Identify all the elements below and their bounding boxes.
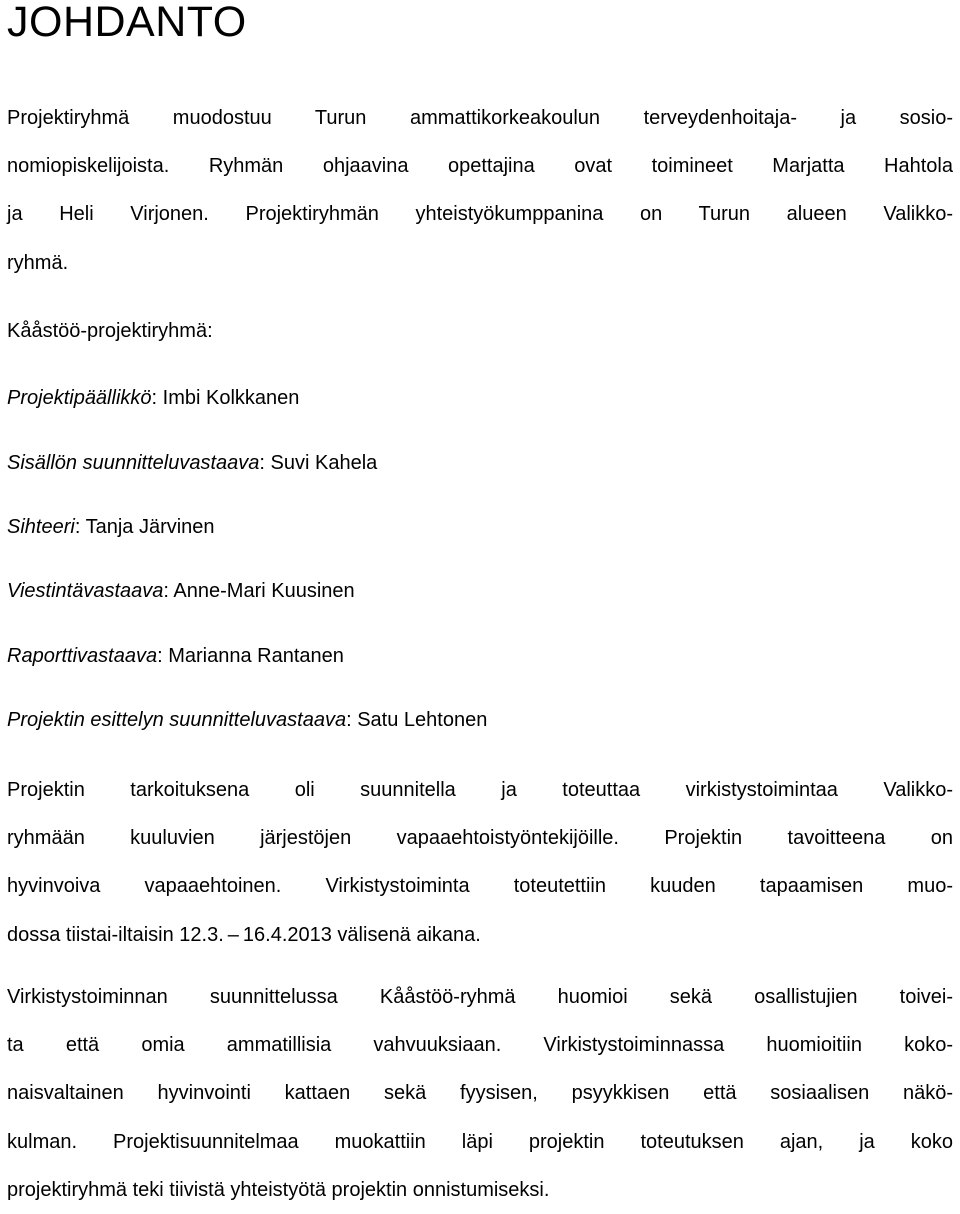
planning-line: Virkistystoiminnan suunnittelussa Kååstöö-ryhmä huomioi sekä osallistujien toivei- [7, 986, 953, 1008]
role-title: Sisällön suunnitteluvastaava [7, 452, 260, 474]
page-title: JOHDANTO [7, 0, 247, 46]
planning-paragraph [7, 973, 953, 1214]
intro-paragraph [7, 94, 953, 287]
intro-line: nomiopiskelijoista. Ryhmän ohjaavina opettajina ovat toimineet Marjatta Hahtola [7, 155, 953, 178]
planning-line: ta että omia ammatillisia vahvuuksiaan. Virkistystoiminnassa huomioitiin koko- [7, 1034, 953, 1057]
role-line [7, 706, 487, 734]
role-line [7, 577, 355, 605]
role-person: Marianna Rantanen [168, 645, 344, 667]
purpose-line: dossa tiistai-iltaisin 12.3. – 16.4.2013 välisenä aikana. [7, 923, 481, 946]
role-separator: : [346, 709, 358, 731]
role-separator: : [151, 387, 163, 409]
role-separator: : [74, 516, 86, 538]
intro-line: ryhmä. [7, 251, 69, 274]
planning-line: naisvaltainen hyvinvointi kattaen sekä fyysisen, psyykkisen että sosiaalisen näkö- [7, 1082, 953, 1105]
role-person: Anne-Mari Kuusinen [173, 580, 355, 602]
role-separator: : [259, 452, 271, 474]
role-line [7, 513, 215, 541]
role-separator: : [157, 645, 169, 667]
planning-line: kulman. Projektisuunnitelmaa muokattiin läpi projektin toteutuksen ajan, ja koko [7, 1130, 953, 1153]
intro-line: Projektiryhmä muodostuu Turun ammattikorkeakoulun terveydenhoitaja- ja sosio- [7, 107, 953, 129]
role-title: Raporttivastaava [7, 645, 158, 667]
purpose-line: hyvinvoiva vapaaehtoinen. Virkistystoiminta toteutettiin kuuden tapaamisen muo- [7, 875, 953, 898]
role-title: Projektin esittelyn suunnitteluvastaava [7, 709, 347, 731]
role-title: Sihteeri [7, 516, 75, 538]
purpose-line: ryhmään kuuluvien järjestöjen vapaaehtoistyöntekijöille. Projektin tavoitteena on [7, 827, 953, 850]
group-label: Kååstöö-projektiryhmä: [7, 320, 213, 342]
role-person: Satu Lehtonen [357, 709, 488, 731]
role-line [7, 384, 299, 412]
purpose-paragraph [7, 766, 953, 959]
role-title: Projektipäällikkö [7, 387, 152, 409]
intro-line: ja Heli Virjonen. Projektiryhmän yhteistyökumppanina on Turun alueen Valikko- [7, 203, 953, 226]
purpose-line: Projektin tarkoituksena oli suunnitella ja toteuttaa virkistystoimintaa Valikko- [7, 779, 953, 801]
role-line [7, 642, 344, 670]
role-separator: : [163, 580, 174, 602]
role-person: Tanja Järvinen [85, 516, 215, 538]
planning-line: projektiryhmä teki tiivistä yhteistyötä projektin onnistumiseksi. [7, 1178, 550, 1201]
role-person: Imbi Kolkkanen [162, 387, 300, 409]
role-line [7, 449, 377, 477]
role-title: Viestintävastaava [7, 580, 164, 602]
role-person: Suvi Kahela [270, 452, 378, 474]
